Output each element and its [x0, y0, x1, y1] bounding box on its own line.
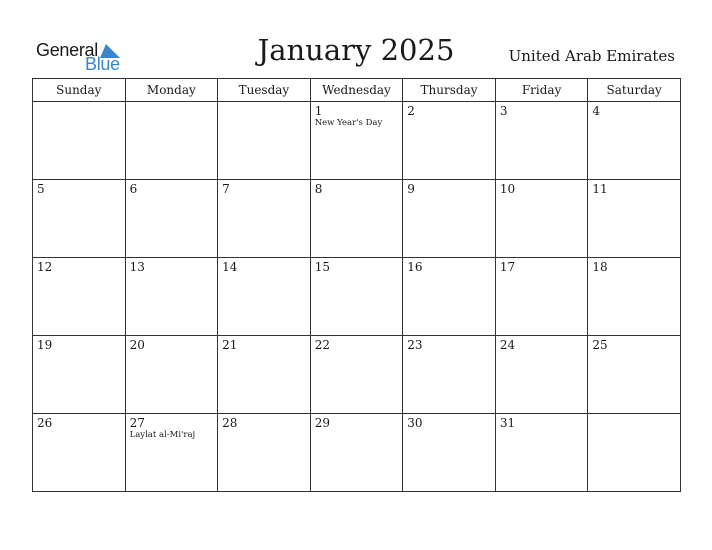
week-row	[33, 102, 681, 180]
day-cell	[310, 336, 403, 414]
day-cell	[33, 258, 126, 336]
day-cell	[310, 102, 403, 180]
day-number: 22	[314, 338, 330, 352]
day-cell	[495, 258, 588, 336]
day-number: 24	[499, 338, 516, 352]
day-cell	[403, 336, 496, 414]
calendar-title: January 2025	[257, 33, 455, 67]
day-cell	[495, 414, 588, 492]
day-number: 29	[314, 416, 330, 430]
day-cell	[588, 258, 681, 336]
week-row	[33, 258, 681, 336]
day-number: 14	[222, 260, 238, 274]
day-cell	[125, 180, 218, 258]
day-cell	[33, 414, 126, 492]
day-number: 27	[129, 416, 145, 430]
day-number: 20	[129, 338, 145, 352]
weekday-header: Tuesday	[218, 79, 311, 102]
day-cell	[125, 336, 218, 414]
day-number: 31	[499, 416, 516, 430]
weekday-header: Friday	[495, 79, 588, 102]
day-cell	[403, 258, 496, 336]
day-number: 21	[222, 338, 238, 352]
day-cell	[218, 336, 311, 414]
day-cell	[125, 102, 218, 180]
week-row	[33, 180, 681, 258]
week-row	[33, 336, 681, 414]
day-number	[588, 414, 680, 416]
day-cell	[310, 180, 403, 258]
weekday-header: Wednesday	[310, 79, 403, 102]
day-cell	[495, 180, 588, 258]
logo-text-general: General	[36, 40, 98, 60]
day-number: 7	[222, 182, 230, 196]
day-number: 25	[592, 338, 608, 352]
day-number: 19	[37, 338, 53, 352]
day-number: 23	[407, 338, 423, 352]
day-number	[218, 102, 310, 104]
day-number: 16	[407, 260, 423, 274]
holiday-label: Laylat al-Mi'raj	[129, 430, 196, 440]
day-number: 2	[407, 104, 415, 118]
day-number: 5	[37, 182, 45, 196]
day-number: 12	[37, 260, 53, 274]
weekday-header-row	[33, 79, 681, 102]
weekday-header: Saturday	[588, 79, 681, 102]
day-cell	[403, 180, 496, 258]
day-number: 15	[314, 260, 330, 274]
day-cell	[33, 336, 126, 414]
day-number: 26	[37, 416, 53, 430]
weekday-header: Thursday	[403, 79, 496, 102]
day-number: 30	[407, 416, 423, 430]
day-cell	[33, 180, 126, 258]
day-number: 11	[592, 182, 608, 196]
day-cell	[403, 414, 496, 492]
weekday-header: Sunday	[33, 79, 126, 102]
day-number: 13	[129, 260, 145, 274]
day-number: 17	[499, 260, 516, 274]
day-cell	[588, 414, 681, 492]
holiday-label: New Year's Day	[314, 118, 383, 128]
day-cell	[218, 414, 311, 492]
day-cell	[403, 102, 496, 180]
day-cell	[218, 102, 311, 180]
calendar-grid	[32, 78, 681, 492]
day-number: 9	[407, 182, 415, 196]
day-cell	[310, 414, 403, 492]
day-cell	[588, 180, 681, 258]
day-number: 3	[499, 104, 508, 118]
day-number: 10	[499, 182, 516, 196]
day-cell	[218, 258, 311, 336]
week-row	[33, 414, 681, 492]
day-number	[33, 102, 125, 104]
day-number	[126, 102, 218, 104]
day-number: 18	[592, 260, 608, 274]
day-number: 8	[314, 182, 323, 196]
day-number: 6	[129, 182, 138, 196]
day-cell	[495, 336, 588, 414]
weekday-header: Monday	[125, 79, 218, 102]
day-number: 1	[314, 104, 323, 118]
day-cell	[588, 336, 681, 414]
day-cell	[125, 414, 218, 492]
day-number: 4	[592, 104, 601, 118]
day-cell	[33, 102, 126, 180]
day-cell	[218, 180, 311, 258]
day-number: 28	[222, 416, 238, 430]
day-cell	[588, 102, 681, 180]
day-cell	[495, 102, 588, 180]
day-cell	[310, 258, 403, 336]
country-label: United Arab Emirates	[508, 47, 675, 65]
logo-text-blue: Blue	[85, 54, 120, 74]
day-cell	[125, 258, 218, 336]
